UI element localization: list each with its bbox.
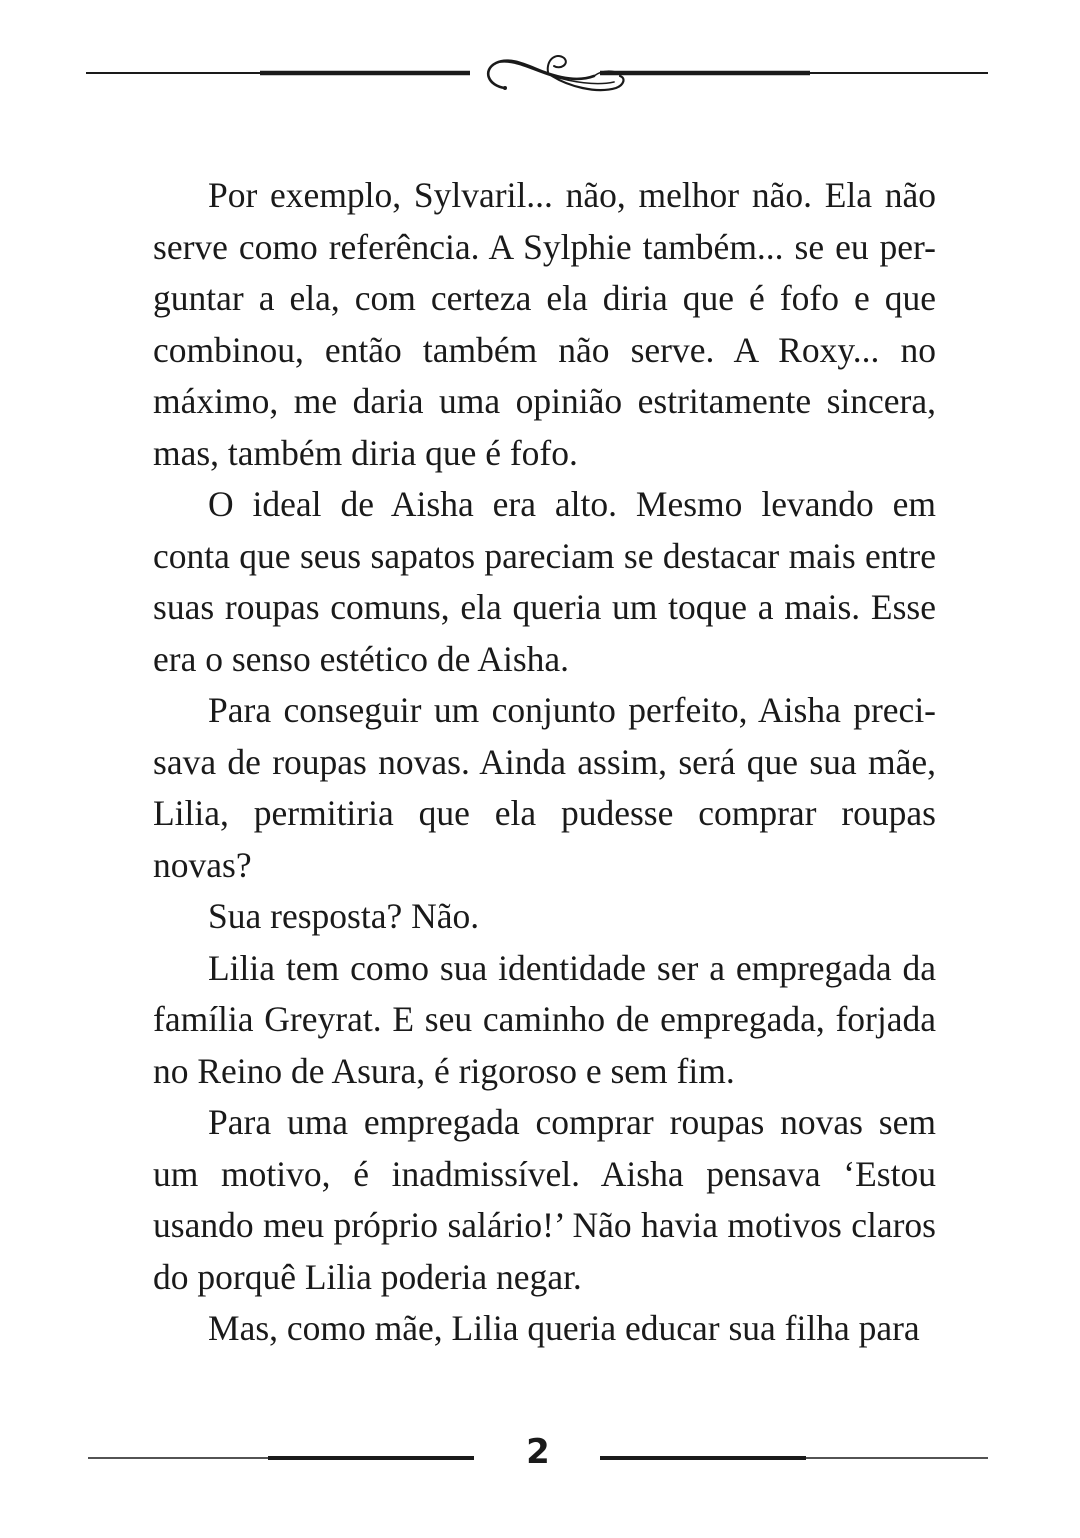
footer-rule-right <box>600 1456 988 1460</box>
page-number: 2 <box>526 1432 550 1472</box>
paragraph: Para uma empregada comprar roupas novas sem um motivo, é inadmissível. Aisha pensava ‘Estou usando meu próprio salário!’ Não havia motivos claros do porquê Lilia poderia negar. <box>153 1102 936 1297</box>
paragraph: O ideal de Aisha era alto. Mesmo levando em conta que seus sapatos pareciam se destacar mais entre suas roupas comuns, ela queria um toque a mais. Esse era o senso estético de Aisha. <box>153 484 936 679</box>
body-text <box>153 170 936 1355</box>
paragraph: Sua resposta? Não. <box>208 896 480 936</box>
footer-rule-left <box>88 1456 474 1460</box>
paragraph: Para conseguir um conjunto perfeito, Aisha preci-sava de roupas novas. Ainda assim, será que sua mãe, Lilia, permitiria que ela pudesse comprar roupas novas? <box>153 690 936 885</box>
paragraph: Lilia tem como sua identidade ser a empregada da família Greyrat. E seu caminho de empregada, forjada no Reino de Asura, é rigoroso e sem fim. <box>153 947 936 1091</box>
paragraph: Mas, como mãe, Lilia queria educar sua filha para <box>208 1308 920 1348</box>
paragraph: Por exemplo, Sylvaril... não, melhor não. Ela não serve como referência. A Sylphie também... se eu per-guntar a ela, com certeza ela diria que é fofo e que combinou, então também não serve. A Roxy... no máximo, me daria uma opinião estritamente sincera, mas, também diria que é fofo. <box>153 175 936 473</box>
header-ornament <box>0 0 1080 120</box>
